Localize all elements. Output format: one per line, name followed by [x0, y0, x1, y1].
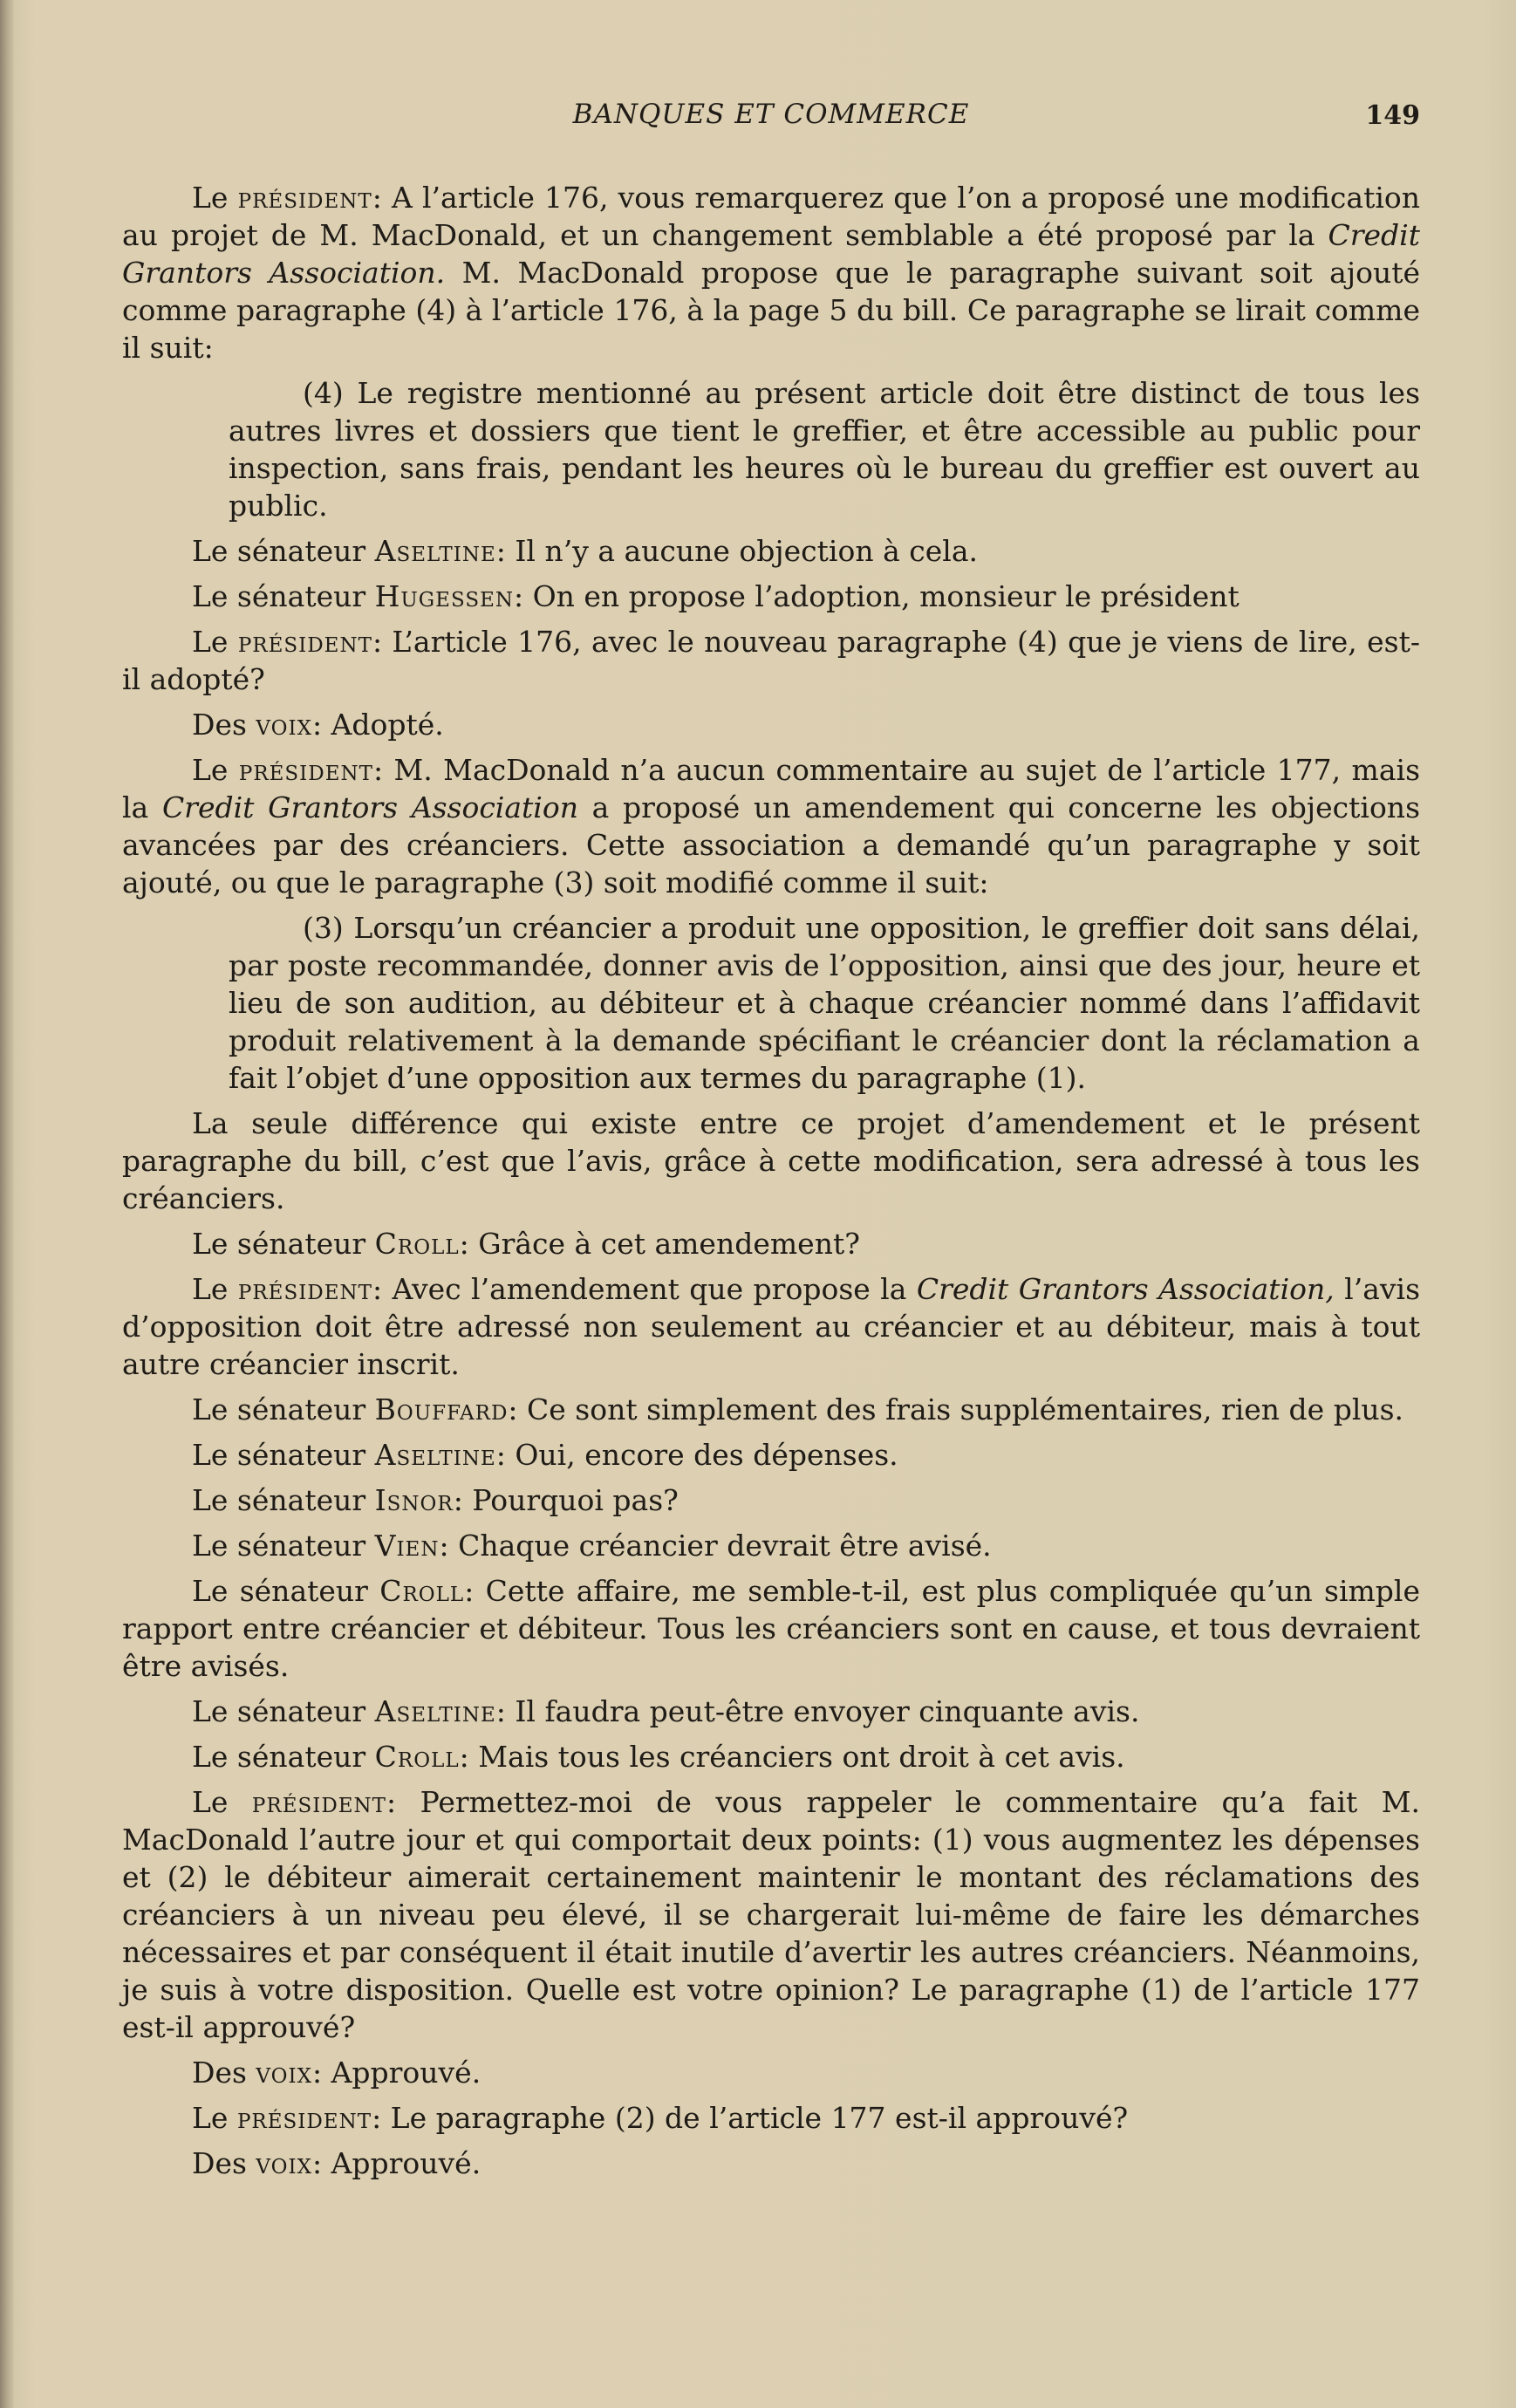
- text-run: : Cette affaire, me semble-t-il, est plus compliquée qu’un simple rapport entre créancier et débiteur. Tous les créanciers sont en cause, et tous devraient être avisés.: [122, 1574, 1420, 1683]
- page-header: [122, 99, 1420, 139]
- text-run: Le: [192, 1272, 238, 1306]
- page-number: 149: [1365, 100, 1420, 131]
- text-run: Le sénateur: [192, 1529, 375, 1563]
- italic-text: Credit Grantors Association,: [916, 1272, 1335, 1306]
- speaker-name: Aseltine: [374, 1694, 496, 1728]
- text-run: Le sénateur: [192, 1694, 375, 1728]
- paragraph: [122, 623, 1420, 698]
- paragraph: [122, 1572, 1420, 1685]
- text-run: : Permettez-moi de vous rappeler le commentaire qu’a fait M. MacDonald l’autre jour et qui comportait deux points: (1) vous augmentez les dépenses et (2) le débiteur aimerait certainement maintenir le montant des réclamations des créanciers à un niveau peu élevé, il se chargerait lui-même de faire les démarches nécessaires et par conséquent il était inutile d’avertir les autres créanciers. Néanmoins, je suis à votre disposition. Quelle est votre opinion? Le paragraphe (1) de l’article 177 est-il approuvé?: [122, 1785, 1420, 2044]
- speaker-name: voix: [256, 2146, 312, 2180]
- text-run: Le sénateur: [192, 1227, 375, 1261]
- text-run: : Adopté.: [311, 708, 444, 742]
- speaker-name: président: [236, 2101, 372, 2135]
- text-run: l’avis d’opposition doit être adressé non seulement au créancier et au débiteur, mais à tout autre créancier inscrit.: [122, 1272, 1421, 1381]
- paragraph: [122, 1225, 1420, 1262]
- text-run: Le: [192, 181, 238, 215]
- paragraph: [122, 532, 1420, 570]
- text-run: : Grâce à cet amendement?: [459, 1227, 860, 1261]
- text-run: La seule différence qui existe entre ce projet d’amendement et le présent paragraphe du bill, c’est que l’avis, grâce à cette modification, sera adressé à tous les créanciers.: [122, 1106, 1420, 1215]
- text-run: : Oui, encore des dépenses.: [495, 1438, 898, 1472]
- paragraph: [122, 1527, 1420, 1564]
- text-run: M. MacDonald propose que le paragraphe suivant soit ajouté comme paragraphe (4) à l’article 176, à la page 5 du bill. Ce paragraphe se lirait comme il suit:: [122, 256, 1420, 365]
- text-run: : Approuvé.: [311, 2056, 481, 2090]
- text-run: (4) Le registre mentionné au présent article doit être distinct de tous les autres livres et dossiers que tient le greffier, et être accessible au public pour inspection, sans frais, pendant les heures où le bureau du greffier est ouvert au public.: [229, 376, 1420, 523]
- text-run: Des: [192, 708, 256, 742]
- paragraph: [122, 179, 1420, 366]
- speaker-name: Bouffard: [374, 1392, 509, 1426]
- text-run: : Avec l’amendement que propose la: [372, 1272, 917, 1306]
- text-run: Le sénateur: [192, 534, 375, 568]
- paragraph: [122, 1270, 1420, 1383]
- quoted-paragraph: [229, 909, 1420, 1097]
- text-run: : Chaque créancier devrait être avisé.: [439, 1529, 992, 1563]
- speaker-name: président: [238, 753, 373, 787]
- speaker-name: président: [251, 1785, 387, 1819]
- text-run: Le: [192, 1785, 252, 1819]
- speaker-name: Hugessen: [374, 579, 514, 613]
- speaker-name: Aseltine: [374, 534, 496, 568]
- running-title: BANQUES ET COMMERCE: [572, 99, 970, 130]
- italic-text: Credit Grantors Association: [161, 790, 578, 824]
- text-run: (3) Lorsqu’un créancier a produit une opposition, le greffier doit sans délai, par poste recommandée, donner avis de l’opposition, ainsi que des jour, heure et lieu de son audition, au débiteur et à chaque créancier nommé dans l’affidavit produit relativement à la demande spécifiant le créancier dont la réclamation a fait l’objet d’une opposition aux termes du paragraphe (1).: [229, 911, 1420, 1095]
- speaker-name: voix: [256, 708, 312, 742]
- speaker-name: président: [237, 181, 372, 215]
- text-run: Le sénateur: [192, 579, 375, 613]
- text-run: Des: [192, 2056, 256, 2090]
- speaker-name: Croll: [374, 1227, 460, 1261]
- paragraph: [122, 1693, 1420, 1730]
- text-run: Le sénateur: [192, 1483, 375, 1517]
- paragraph: [122, 578, 1420, 615]
- paragraph: [122, 751, 1420, 901]
- text-run: : Il faudra peut-être envoyer cinquante avis.: [495, 1694, 1140, 1728]
- speaker-name: Isnor: [374, 1483, 454, 1517]
- text-run: : Le paragraphe (2) de l’article 177 est-il approuvé?: [372, 2101, 1129, 2135]
- text-run: : On en propose l’adoption, monsieur le président: [514, 579, 1239, 613]
- paragraph: [122, 2145, 1420, 2182]
- paragraph: [122, 1481, 1420, 1519]
- paragraph: [122, 1391, 1420, 1428]
- speaker-name: Aseltine: [374, 1438, 496, 1472]
- text-run: : Mais tous les créanciers ont droit à cet avis.: [459, 1740, 1125, 1774]
- text-run: : A l’article 176, vous remarquerez que l’on a proposé une modification au projet de M. MacDonald, et un changement semblable a été proposé par la: [122, 181, 1421, 252]
- text-run: Le sénateur: [192, 1740, 375, 1774]
- speaker-name: président: [237, 625, 372, 659]
- paragraph: [122, 1105, 1420, 1217]
- speaker-name: Croll: [379, 1574, 465, 1608]
- text-run: : Ce sont simplement des frais supplémentaires, rien de plus.: [508, 1392, 1404, 1426]
- text-run: Le: [192, 2101, 237, 2135]
- text-run: : Il n’y a aucune objection à cela.: [495, 534, 978, 568]
- paragraph: [122, 2099, 1420, 2137]
- text-run: : Pourquoi pas?: [453, 1483, 679, 1517]
- speaker-name: Vien: [374, 1529, 440, 1563]
- text-run: : Approuvé.: [311, 2146, 481, 2180]
- paragraph: [122, 706, 1420, 743]
- paragraph: [122, 1783, 1420, 2046]
- quoted-paragraph: [229, 374, 1420, 524]
- italic-text: Credit Grantors Association.: [122, 218, 1420, 290]
- text-run: Le sénateur: [192, 1438, 375, 1472]
- speaker-name: voix: [256, 2056, 312, 2090]
- paragraph: [122, 1436, 1420, 1474]
- text-run: Des: [192, 2146, 256, 2180]
- text-run: : M. MacDonald n’a aucun commentaire au sujet de l’article 177, mais la: [122, 753, 1420, 824]
- text-run: Le sénateur: [192, 1392, 375, 1426]
- page-body: [122, 179, 1420, 2190]
- text-run: Le: [192, 753, 239, 787]
- text-run: Le sénateur: [192, 1574, 380, 1608]
- speaker-name: Croll: [374, 1740, 460, 1774]
- text-run: Le: [192, 625, 238, 659]
- text-run: a proposé un amendement qui concerne les objections avancées par des créanciers. Cette association a demandé qu’un paragraphe y soit ajouté, ou que le paragraphe (3) soit modifié comme il suit:: [122, 790, 1420, 900]
- paragraph: [122, 2054, 1420, 2091]
- paragraph: [122, 1738, 1420, 1775]
- text-run: : L’article 176, avec le nouveau paragraphe (4) que je viens de lire, est-il adopté?: [122, 625, 1420, 696]
- speaker-name: président: [237, 1272, 372, 1306]
- page-binding-edge: [0, 0, 14, 2408]
